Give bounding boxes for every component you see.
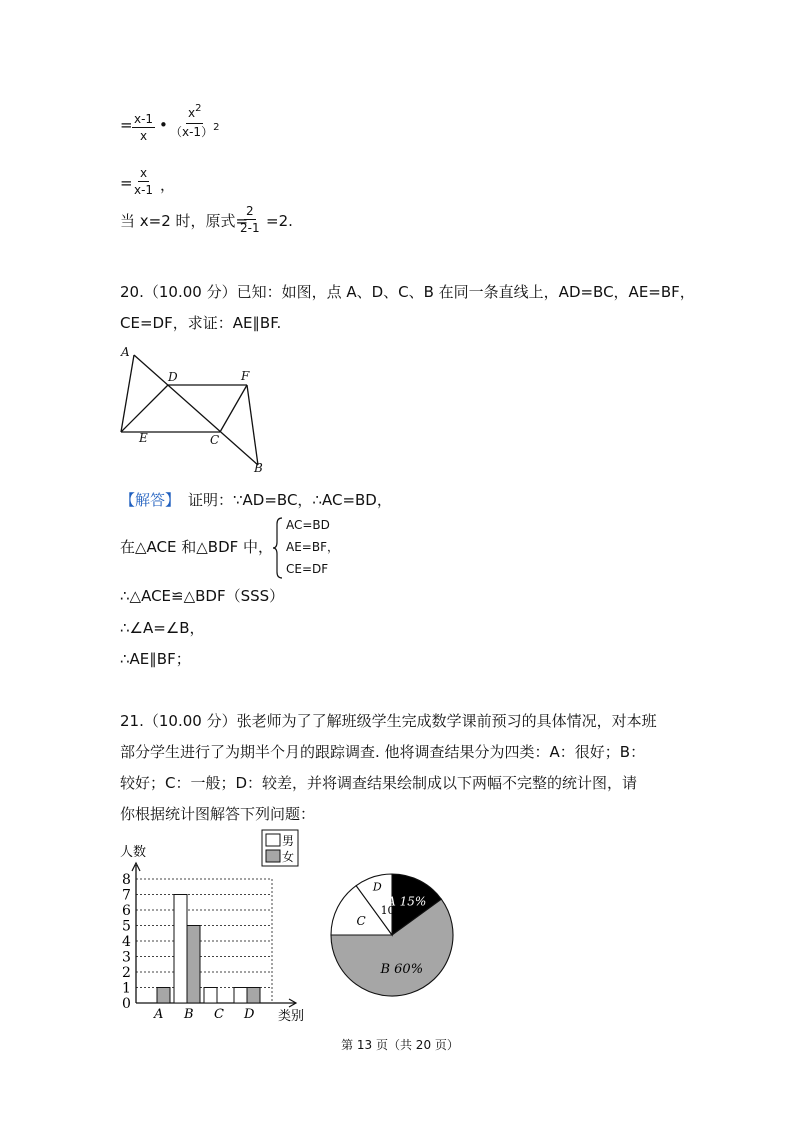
segment-FB bbox=[247, 385, 258, 465]
pie-label-d: D bbox=[372, 880, 382, 894]
legend-swatch bbox=[266, 834, 280, 846]
label-B: B bbox=[254, 461, 263, 475]
comma: ， bbox=[160, 176, 176, 194]
y-tick-label: 8 bbox=[122, 872, 131, 888]
q21-line2: 部分学生进行了为期半个月的跟踪调查. 他将调查结果分为四类：A：很好；B： bbox=[120, 743, 646, 761]
answer-line3: ∴△ACE≌△BDF（SSS） bbox=[120, 587, 285, 605]
y-tick-label: 1 bbox=[122, 980, 131, 997]
y-tick-label: 3 bbox=[122, 949, 131, 966]
equation-3: CE=DF bbox=[286, 562, 329, 576]
bar bbox=[157, 988, 170, 1004]
substitution-text: 当 x=2 时，原式= bbox=[120, 212, 249, 230]
fraction-4: $\frac{2}{2-1}$ bbox=[240, 204, 260, 235]
equals-sign: = bbox=[120, 116, 133, 134]
pie-label-b: B 60% bbox=[380, 962, 424, 978]
label-C: C bbox=[210, 433, 220, 447]
multiply-dot: • bbox=[159, 116, 168, 134]
legend-label: 女 bbox=[282, 850, 295, 864]
equals-sign: = bbox=[120, 174, 133, 192]
segment-FC bbox=[220, 385, 247, 432]
q20-geometry-figure bbox=[110, 340, 280, 480]
y-tick-label: 5 bbox=[122, 918, 131, 935]
y-tick-label: 2 bbox=[122, 965, 131, 981]
q20-statement-line1: 20.（10.00 分）已知：如图，点 A、D、C、B 在同一条直线上，AD=BC，AE=BF， bbox=[120, 283, 695, 301]
chart-legend bbox=[262, 830, 298, 866]
pie-label-a: A 15% bbox=[387, 894, 427, 909]
label-E: E bbox=[139, 431, 148, 445]
answer-line2: 在△ACE 和△BDF 中， bbox=[120, 538, 274, 556]
result-text: =2. bbox=[266, 212, 293, 230]
equation-system bbox=[286, 514, 339, 580]
equation-1: AC=BD bbox=[286, 518, 330, 532]
label-A: A bbox=[121, 345, 130, 359]
q20-statement-line2: CE=DF，求证：AE∥BF. bbox=[120, 314, 282, 332]
answer-tag: 【解答】 bbox=[120, 491, 181, 509]
x-tick-label: C bbox=[214, 1007, 224, 1022]
answer-line1: 证明：∵AD=BC，∴AC=BD， bbox=[188, 491, 392, 509]
y-axis-label: 人数 bbox=[120, 845, 147, 860]
answer-line5: ∴AE∥BF； bbox=[120, 650, 191, 668]
x-tick-label: A bbox=[154, 1007, 164, 1022]
x-tick-label: D bbox=[244, 1007, 255, 1022]
pie-label-c: C bbox=[356, 913, 366, 928]
label-F: F bbox=[241, 369, 250, 383]
page-footer: 第 13 页（共 20 页） bbox=[341, 1038, 459, 1052]
left-brace-icon bbox=[272, 516, 284, 580]
q21-line4: 你根据统计图解答下列问题： bbox=[120, 805, 316, 823]
x-tick-label: B bbox=[184, 1007, 194, 1022]
pie-label-d-percent: 10% bbox=[380, 903, 406, 917]
y-tick-label: 4 bbox=[122, 934, 131, 950]
label-D: D bbox=[168, 370, 178, 384]
y-tick-label: 7 bbox=[122, 887, 131, 904]
y-tick-label: 6 bbox=[122, 903, 131, 919]
fraction-1: $\frac{x-1}{x}$ bbox=[134, 112, 154, 143]
bar bbox=[187, 926, 200, 1004]
bar-chart bbox=[100, 828, 310, 1024]
bar bbox=[234, 988, 247, 1004]
q21-line1: 21.（10.00 分）张老师为了了解班级学生完成数学课前预习的具体情况，对本班 bbox=[120, 712, 657, 730]
x-axis-label: 类别 bbox=[278, 1009, 305, 1024]
legend-label: 男 bbox=[282, 834, 295, 848]
fraction-3: $\frac{x}{x-1}$ bbox=[134, 166, 154, 197]
bar bbox=[204, 988, 217, 1004]
pie-chart bbox=[325, 868, 460, 1003]
segment-AB bbox=[134, 355, 258, 465]
answer-line4: ∴∠A=∠B， bbox=[120, 619, 205, 637]
bar bbox=[247, 988, 260, 1004]
y-tick-label: 0 bbox=[122, 996, 131, 1012]
q21-line3: 较好；C：一般；D：较差，并将调查结果绘制成以下两幅不完整的统计图，请 bbox=[120, 774, 638, 792]
fraction-2: $\frac{x^2}{(x-1)^2}$ bbox=[170, 103, 220, 139]
equation-2: AE=BF， bbox=[286, 540, 339, 554]
bar bbox=[174, 895, 187, 1004]
legend-swatch bbox=[266, 850, 280, 862]
